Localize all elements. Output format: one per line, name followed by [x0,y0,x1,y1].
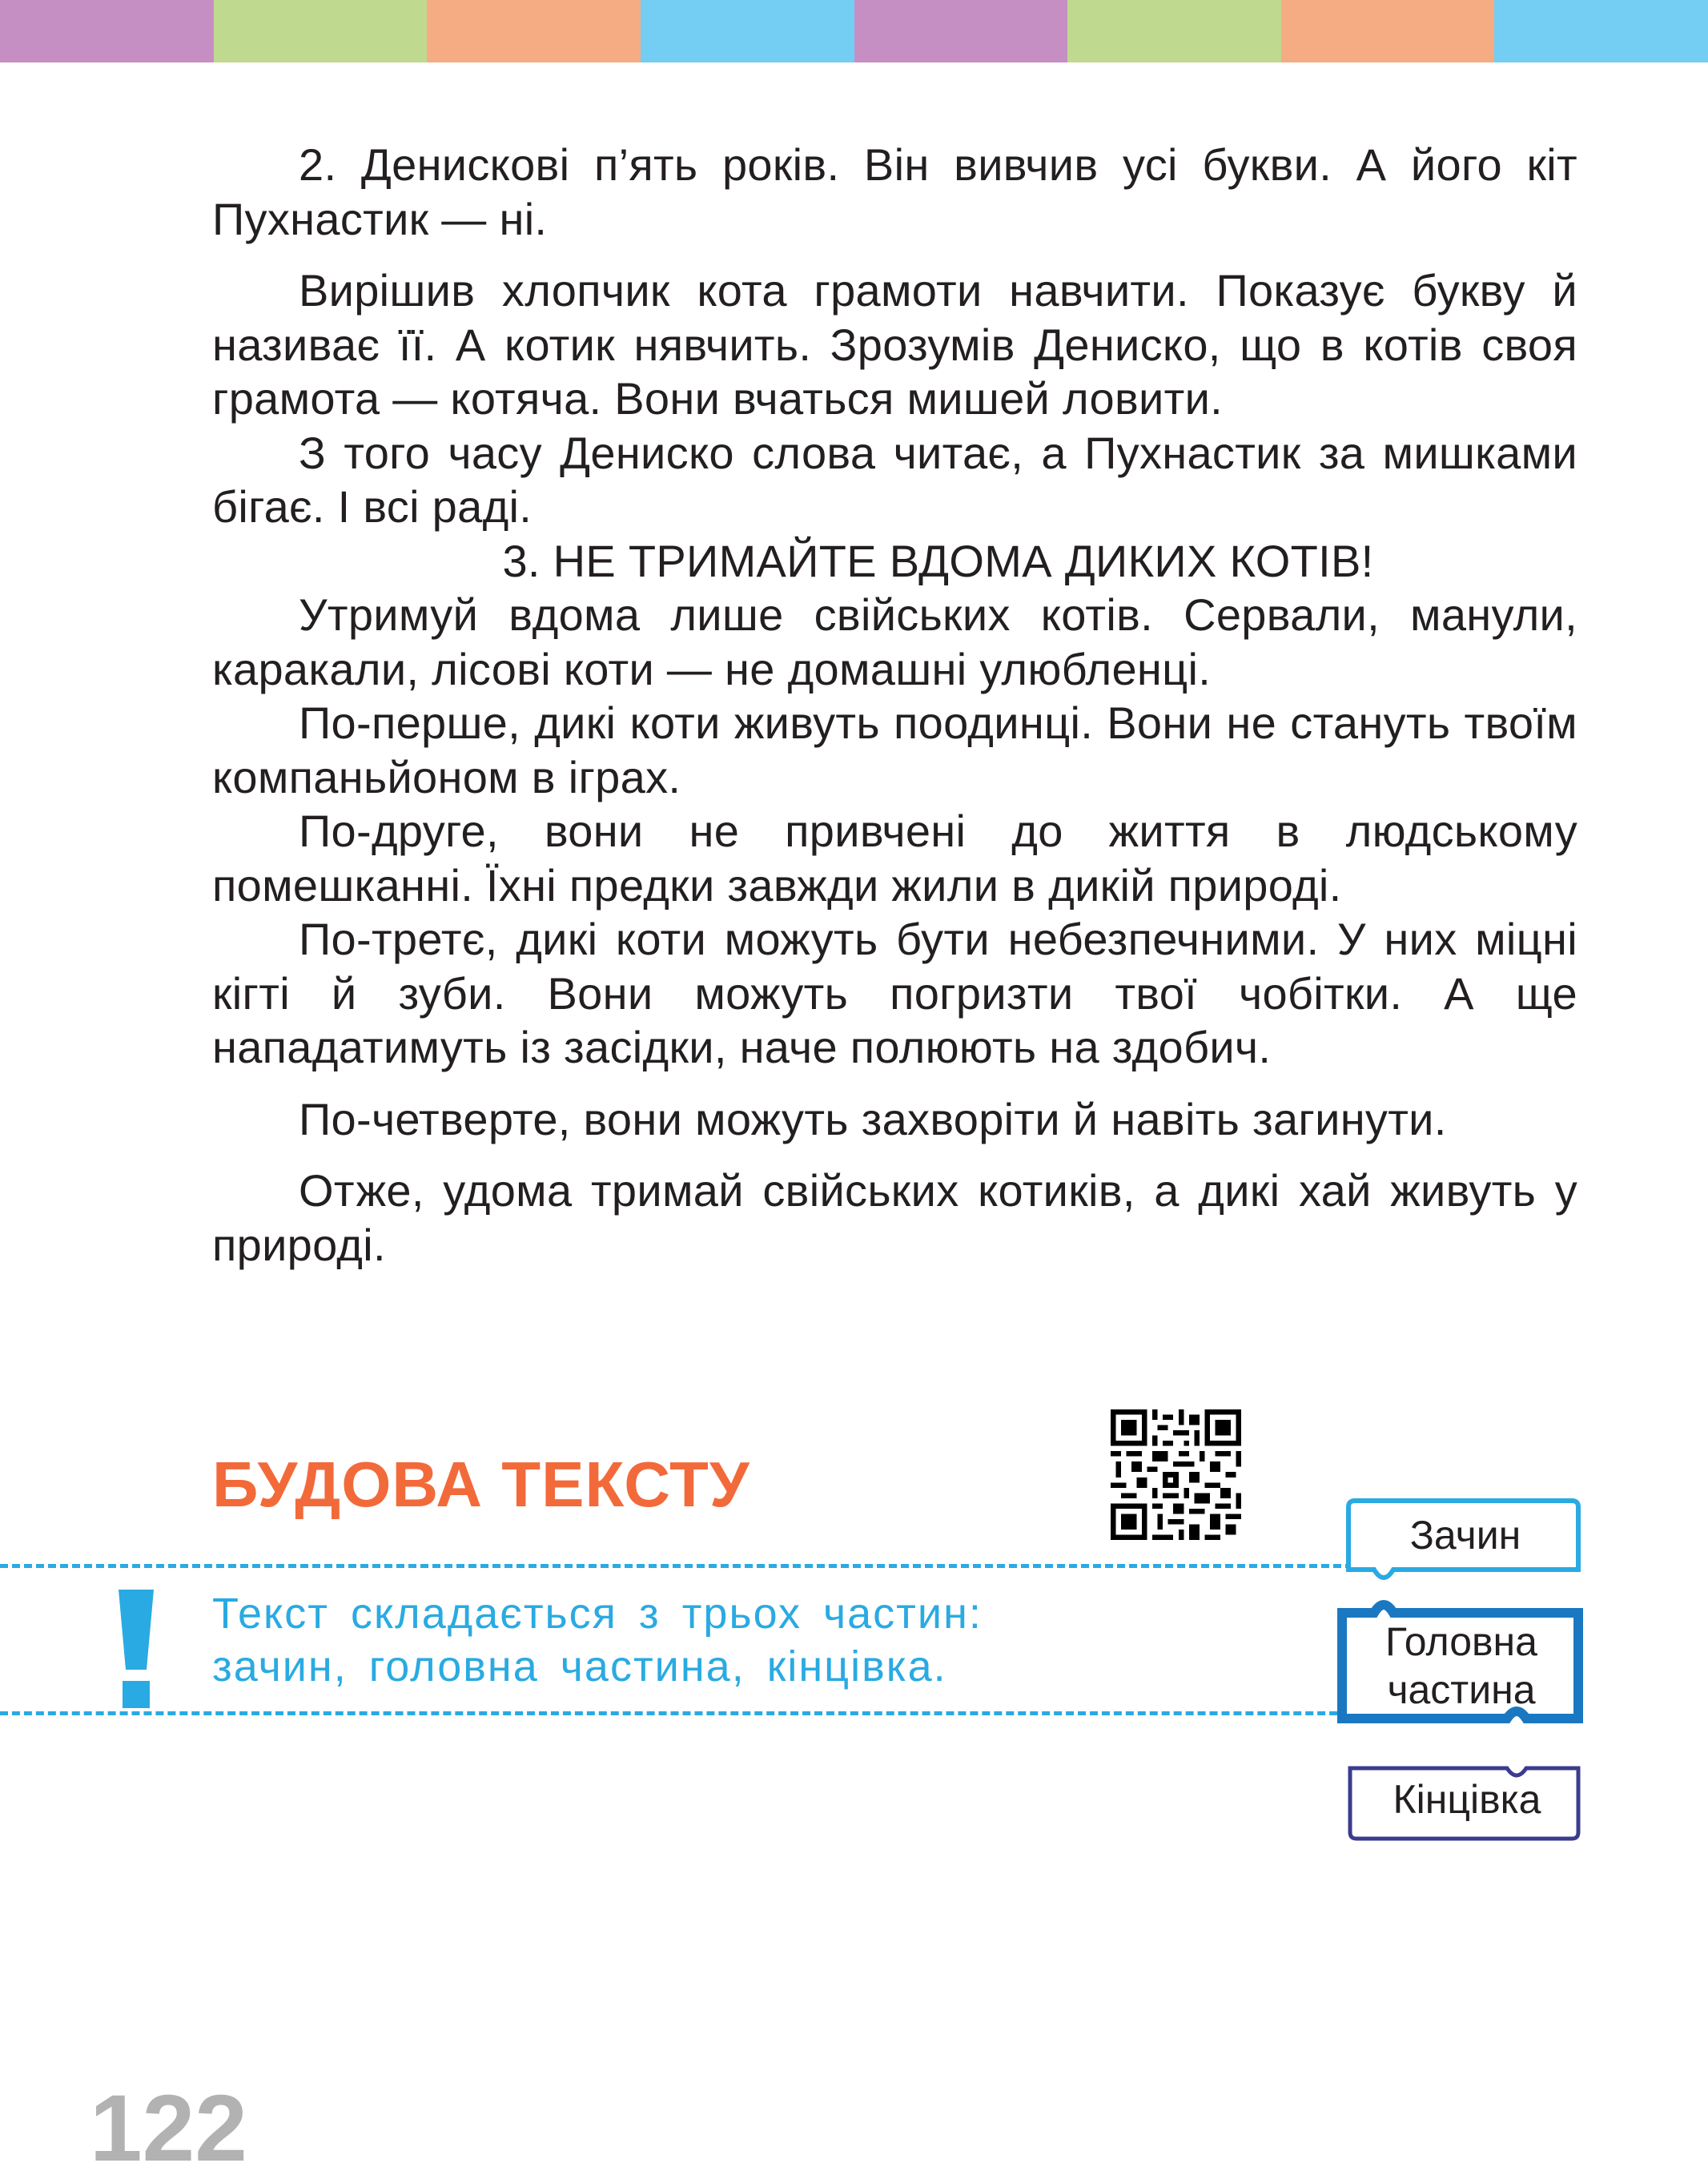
header-stripe [1281,0,1495,62]
section3-paragraph: По-третє, дикі коти можуть бути небезпечними. У них міцні кігті й зуби. Вони можуть погризти твої чобітки. А ще нападатимуть із засідки, наче полюють на здобич. [212,914,1577,1072]
section3-paragraph: По-друге, вони не привчені до життя в людському помешканні. Їхні предки завжди жили в дикій природі. [212,806,1577,911]
text-structure-diagram [1337,1498,1585,1850]
section3-paragraph: По-перше, дикі коти живуть поодинці. Вони не стануть твоїм компаньйоном в іграх. [212,698,1577,802]
header-stripe [0,0,214,62]
section2-paragraph: Вирішив хлопчик кота грамоти навчити. Показує букву й називає її. А котик нявчить. Зрозумів Дениско, що в котів своя грамота — котяча. Вони вчаться мишей ловити. [212,265,1577,424]
rule-top-dashed-line [0,1564,1353,1568]
header-stripe [214,0,428,62]
header-stripe [1067,0,1281,62]
section3-paragraph: Утримуй вдома лише свійських котів. Сервали, манули, каракали, лісові коти — не домашні улюбленці. [212,589,1577,694]
header-stripe [1494,0,1708,62]
section2-paragraph: З того часу Дениско слова читає, а Пухнастик за мишками бігає. І всі раді. [212,427,1577,532]
page-number: 122 [90,2076,247,2181]
rule-bottom-dashed-line [0,1711,1361,1715]
diagram-part-ending: Кінцівка [1393,1777,1541,1822]
diagram-part-intro: Зачин [1409,1513,1521,1558]
header-color-stripes [0,0,1708,62]
section3-paragraph: Отже, удома тримай свійських котиків, а дикі хай живуть у природі. [212,1165,1577,1270]
rule-text: Текст складається з трьох частин: зачин, головна частина, кінцівка. [212,1590,983,1691]
header-stripe [854,0,1068,62]
topic-heading: БУДОВА ТЕКСТУ [212,1449,750,1520]
section3-paragraph: По-четверте, вони можуть захворіти й навіть загинути. [299,1093,1447,1144]
header-stripe [641,0,854,62]
section3-title: 3. НЕ ТРИМАЙТЕ ВДОМА ДИКИХ КОТІВ! [502,535,1374,586]
diagram-part-main: Головна частина [1385,1619,1537,1712]
exclamation-icon [116,1590,156,1710]
section2-paragraph: 2. Денискові п’ять років. Він вивчив усі букви. А його кіт Пухнастик — ні. [212,139,1577,244]
header-stripe [427,0,641,62]
body-text [212,138,1577,1272]
qr-code-icon[interactable] [1111,1409,1241,1540]
